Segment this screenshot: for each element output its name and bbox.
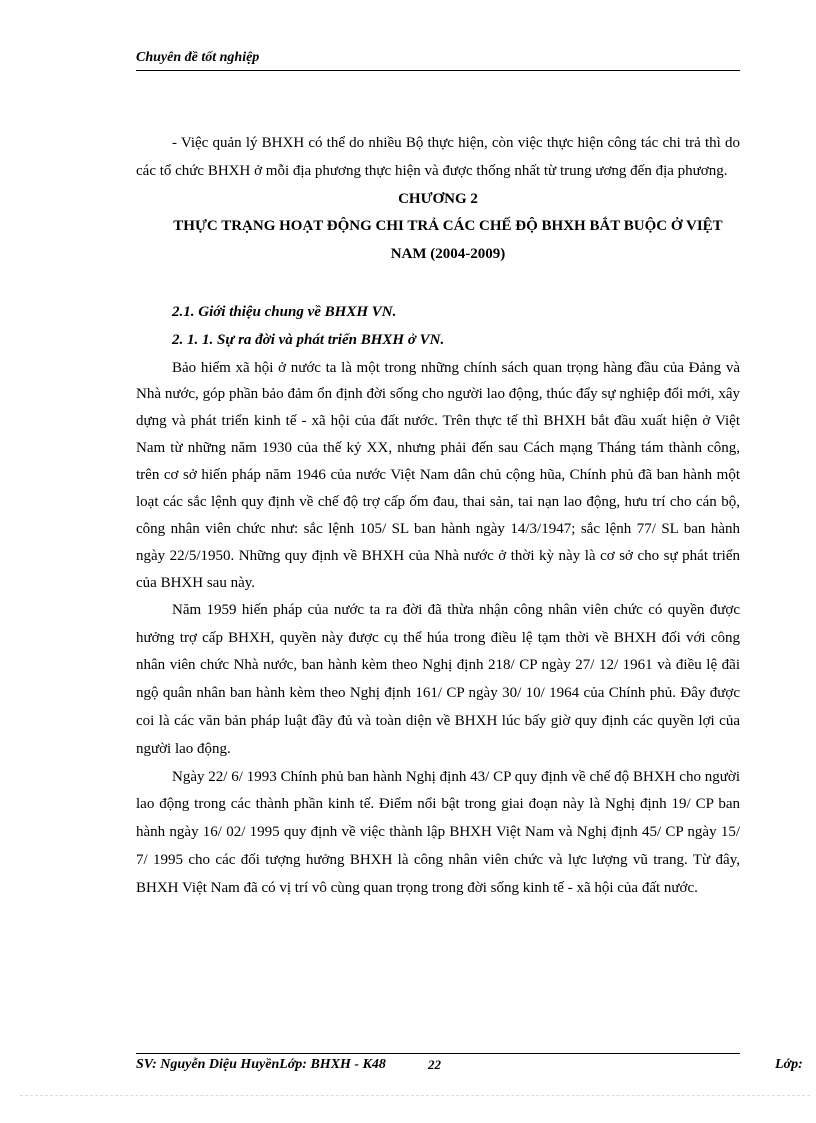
footer-class-label: Lớp:: [775, 1057, 803, 1072]
header-title: Chuyên đề tốt nghiệp: [136, 50, 260, 65]
page-bottom-divider: [20, 1095, 810, 1096]
subsection-heading: 2. 1. 1. Sự ra đời và phát triển BHXH ở VN.: [172, 331, 445, 348]
page-number: 22: [428, 1057, 441, 1072]
page-header: [136, 50, 740, 71]
footer-student: SV: Nguyễn Diệu HuyềnLớp: BHXH - K48: [136, 1057, 386, 1072]
chapter-title: THỰC TRẠNG HOẠT ĐỘNG CHI TRẢ CÁC CHẾ ĐỘ BHXH BẮT BUỘC Ở VIỆT NAM (2004-2009): [173, 218, 723, 263]
body-paragraph-3: Ngày 22/ 6/ 1993 Chính phủ ban hành Nghị định 43/ CP quy định về chế độ BHXH cho người lao động trong các thành phần kinh tế. Điểm nổi bật trong giai đoạn này là Nghị định 19/ CP ban hành ngày 16/ 02/ 1995 quy định về việc thành lập BHXH Việt Nam và Nghị định 45/ CP ngày 15/ 7/ 1995 cho các đối tượng hưởng BHXH là công nhân viên chức và lực lượng vũ trang. Từ đây, BHXH Việt Nam đã có vị trí vô cùng quan trọng trong đời sống kinh tế - xã hội của đất nước.: [136, 768, 740, 896]
body-paragraph-2: Năm 1959 hiến pháp của nước ta ra đời đã thừa nhận công nhân viên chức có quyền được hưởng trợ cấp BHXH, quyền này được cụ thể húa trong điều lệ tạm thời về BHXH đối với công nhân viên chức Nhà nước, ban hành kèm theo Nghị định 218/ CP ngày 27/ 12/ 1961 và điều lệ đãi ngộ quân nhân ban hành kèm theo Nghị định 161/ CP ngày 30/ 10/ 1964 của Chính phủ. Đây được coi là các văn bản pháp luật đầy đủ và toàn diện về BHXH lúc bấy giờ quy định các quyền lợi của người lao động.: [136, 601, 740, 757]
document-body: [136, 130, 740, 903]
intro-paragraph: - Việc quản lý BHXH có thể do nhiều Bộ thực hiện, còn việc thực hiện công tác chi trả thì do các tổ chức BHXH ở mỗi địa phương thực hiện và được thống nhất từ trung ương đến địa phương.: [136, 135, 740, 179]
chapter-number: CHƯƠNG 2: [398, 190, 478, 207]
footer-divider: [136, 1053, 740, 1054]
body-paragraph-1: Bảo hiểm xã hội ở nước ta là một trong những chính sách quan trọng hàng đầu của Đảng và Nhà nước, góp phần bảo đảm ổn định đời sống cho người lao động, thúc đẩy sự nghiệp đổi mới, xây dựng và phát triển kinh tế - xã hội của đất nước. Trên thực tế thì BHXH bắt đầu xuất hiện ở Việt Nam từ những năm 1930 của thế kỷ XX, nhưng phải đến sau Cách mạng Tháng tám thành công, trên cơ sở hiến pháp năm 1946 của nước Việt Nam dân chủ cộng hũa, Chính phủ đã ban hành một loạt các sắc lệnh quy định về chế độ trợ cấp ốm đau, thai sản, tai nạn lao động, hưu trí cho cán bộ, công nhân viên chức như: sắc lệnh 105/ SL ban hành ngày 14/3/1947; sắc lệnh 77/ SL ban hành ngày 22/5/1950. Những quy định về BHXH của Nhà nước ở thời kỳ này là cơ sở cho sự phát triển của BHXH sau này.: [136, 359, 740, 591]
section-heading: 2.1. Giới thiệu chung về BHXH VN.: [172, 303, 397, 320]
